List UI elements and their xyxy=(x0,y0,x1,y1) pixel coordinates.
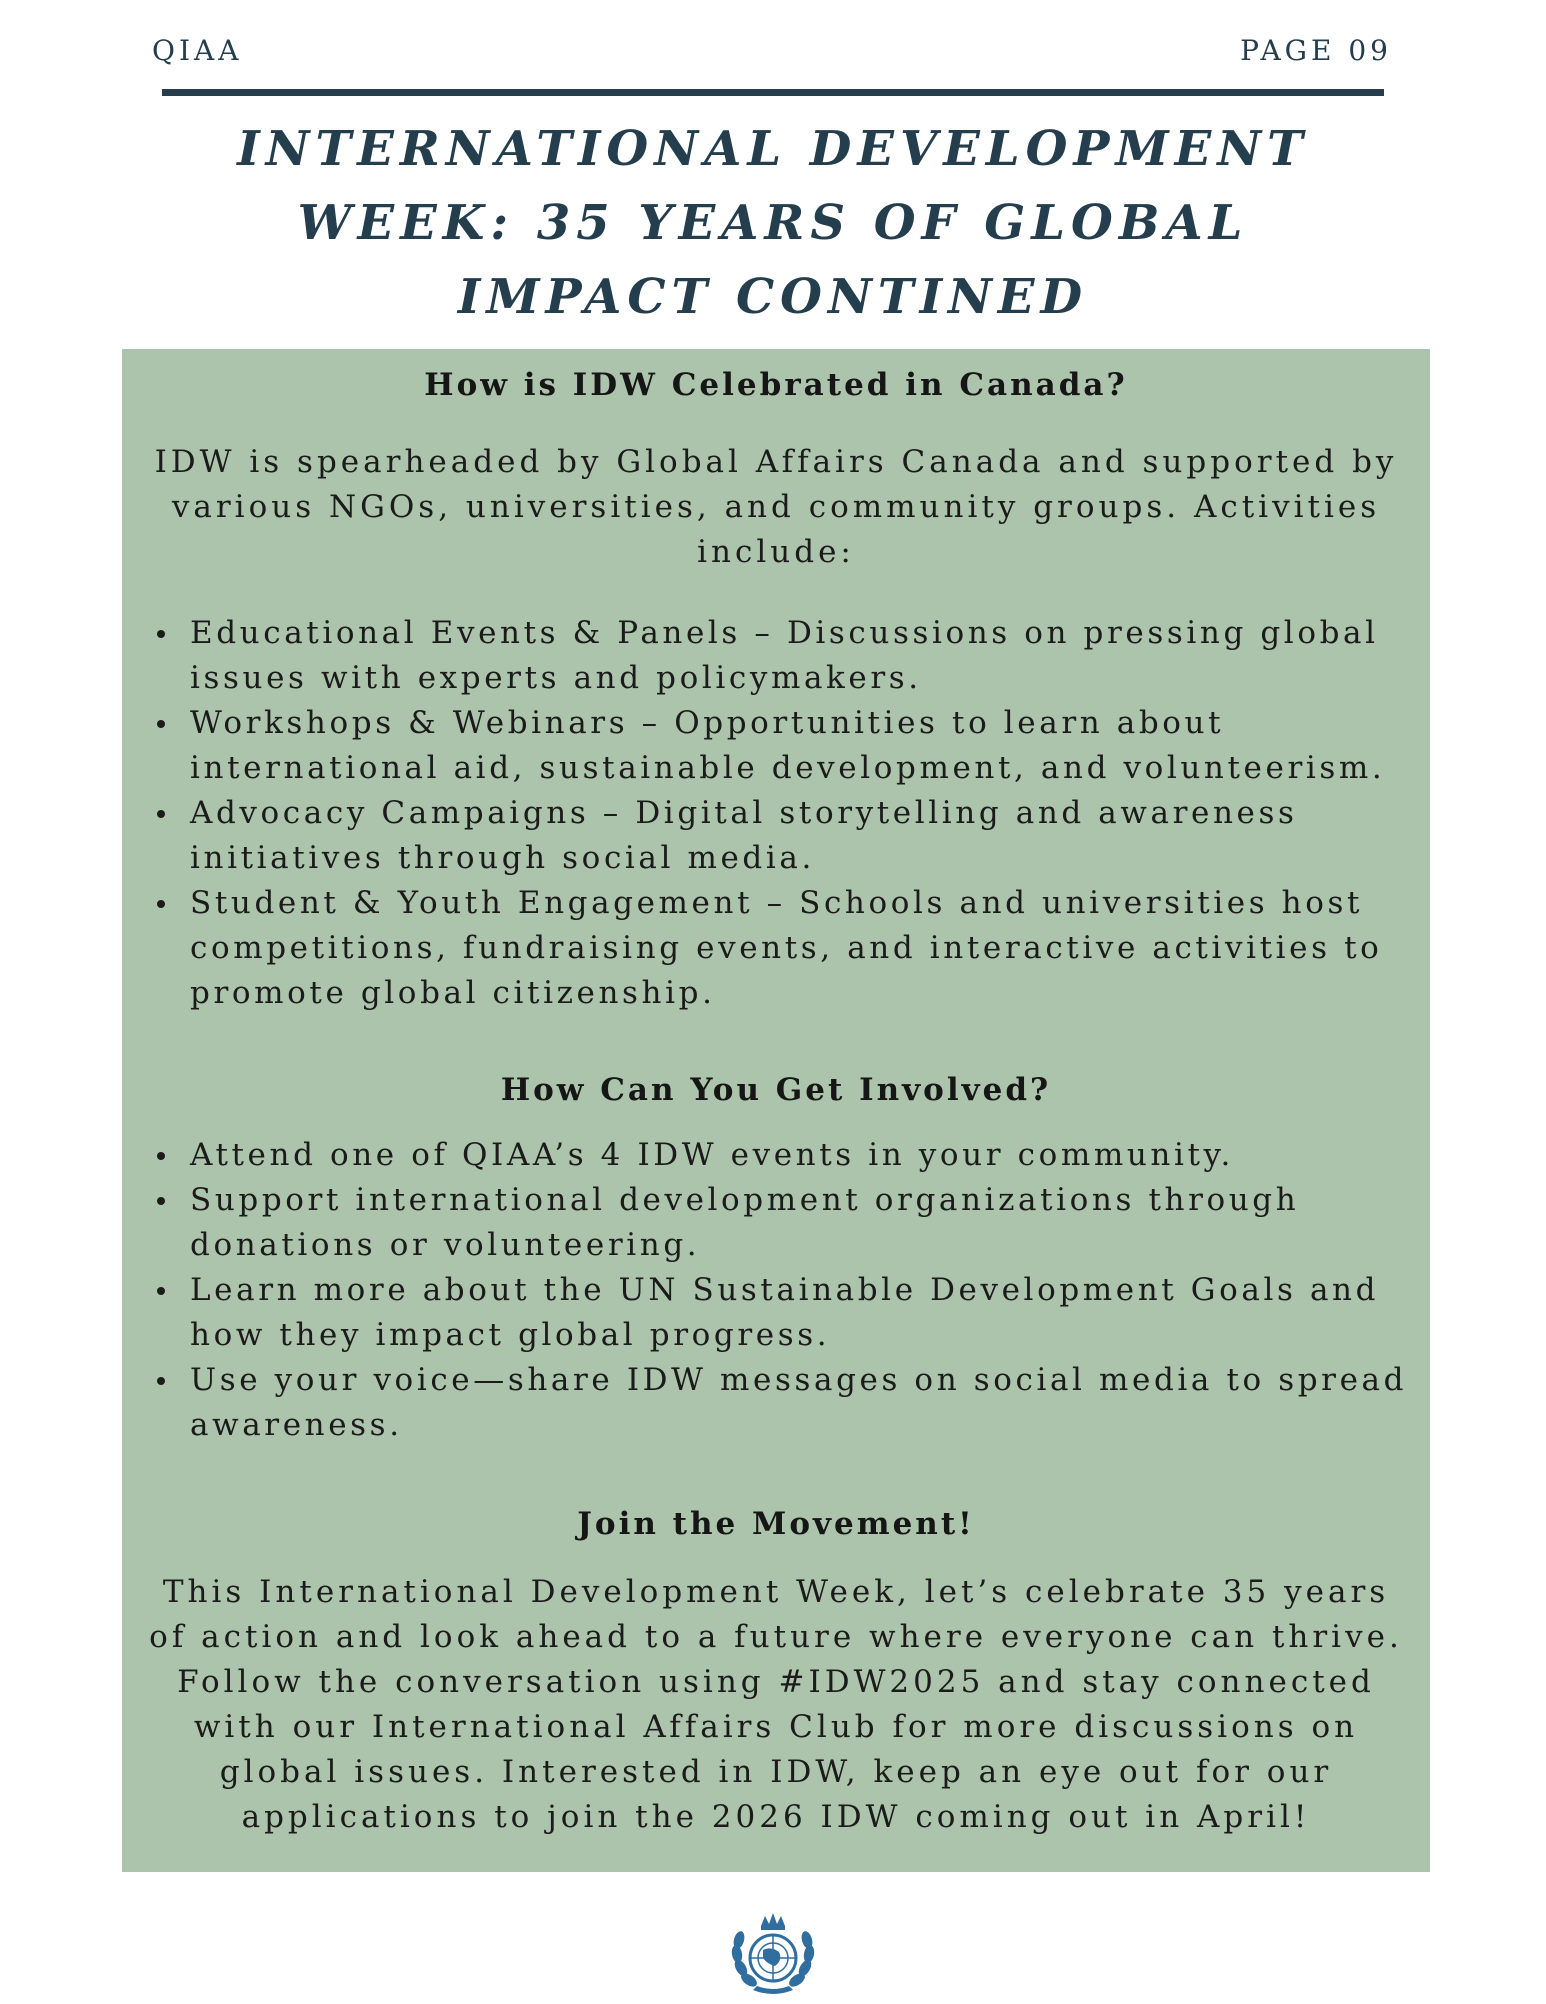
section-heading-get-involved: How Can You Get Involved? xyxy=(500,1072,1052,1108)
list-item: Learn more about the UN Sustainable Development Goals and how they impact global progress. xyxy=(148,1268,1428,1358)
title-line-3: IMPACT CONTINED xyxy=(457,269,1089,325)
section-heading-celebrated: How is IDW Celebrated in Canada? xyxy=(424,367,1128,403)
un-emblem-icon xyxy=(727,1908,819,2000)
list-item: Advocacy Campaigns – Digital storytelling and awareness initiatives through social media. xyxy=(148,791,1428,881)
involvement-list xyxy=(148,1133,1428,1448)
list-item: Support international development organizations through donations or volunteering. xyxy=(148,1178,1428,1268)
activities-list xyxy=(148,611,1428,1016)
section-heading-join: Join the Movement! xyxy=(577,1506,975,1542)
list-item: Workshops & Webinars – Opportunities to learn about international aid, sustainable development, and volunteerism. xyxy=(148,701,1428,791)
title-line-1: INTERNATIONAL DEVELOPMENT xyxy=(237,121,1309,177)
closing-paragraph: This International Development Week, let’s celebrate 35 years of action and look ahead to a future where everyone can thrive. Follow the conversation using #IDW2025 and stay connected with our International Affairs Club for more discussions on global issues. Interested in IDW, keep an eye out for our applications to join the 2026 IDW coming out in April! xyxy=(149,1574,1403,1835)
title-line-2: WEEK: 35 YEARS OF GLOBAL xyxy=(297,195,1249,251)
header-org-name: QIAA xyxy=(152,34,243,67)
list-item: Attend one of QIAA’s 4 IDW events in your community. xyxy=(148,1133,1428,1178)
page-number: PAGE 09 xyxy=(1240,34,1392,67)
list-item: Use your voice—share IDW messages on social media to spread awareness. xyxy=(148,1358,1428,1448)
list-item: Student & Youth Engagement – Schools and universities host competitions, fundraising events, and interactive activities to promote global citizenship. xyxy=(148,881,1428,1016)
page-title xyxy=(0,112,1546,334)
header-divider xyxy=(162,89,1384,96)
list-item: Educational Events & Panels – Discussions on pressing global issues with experts and policymakers. xyxy=(148,611,1428,701)
content-panel xyxy=(122,349,1430,1872)
section-intro: IDW is spearheaded by Global Affairs Canada and supported by various NGOs, universities, and community groups. Activities include: xyxy=(154,444,1398,570)
